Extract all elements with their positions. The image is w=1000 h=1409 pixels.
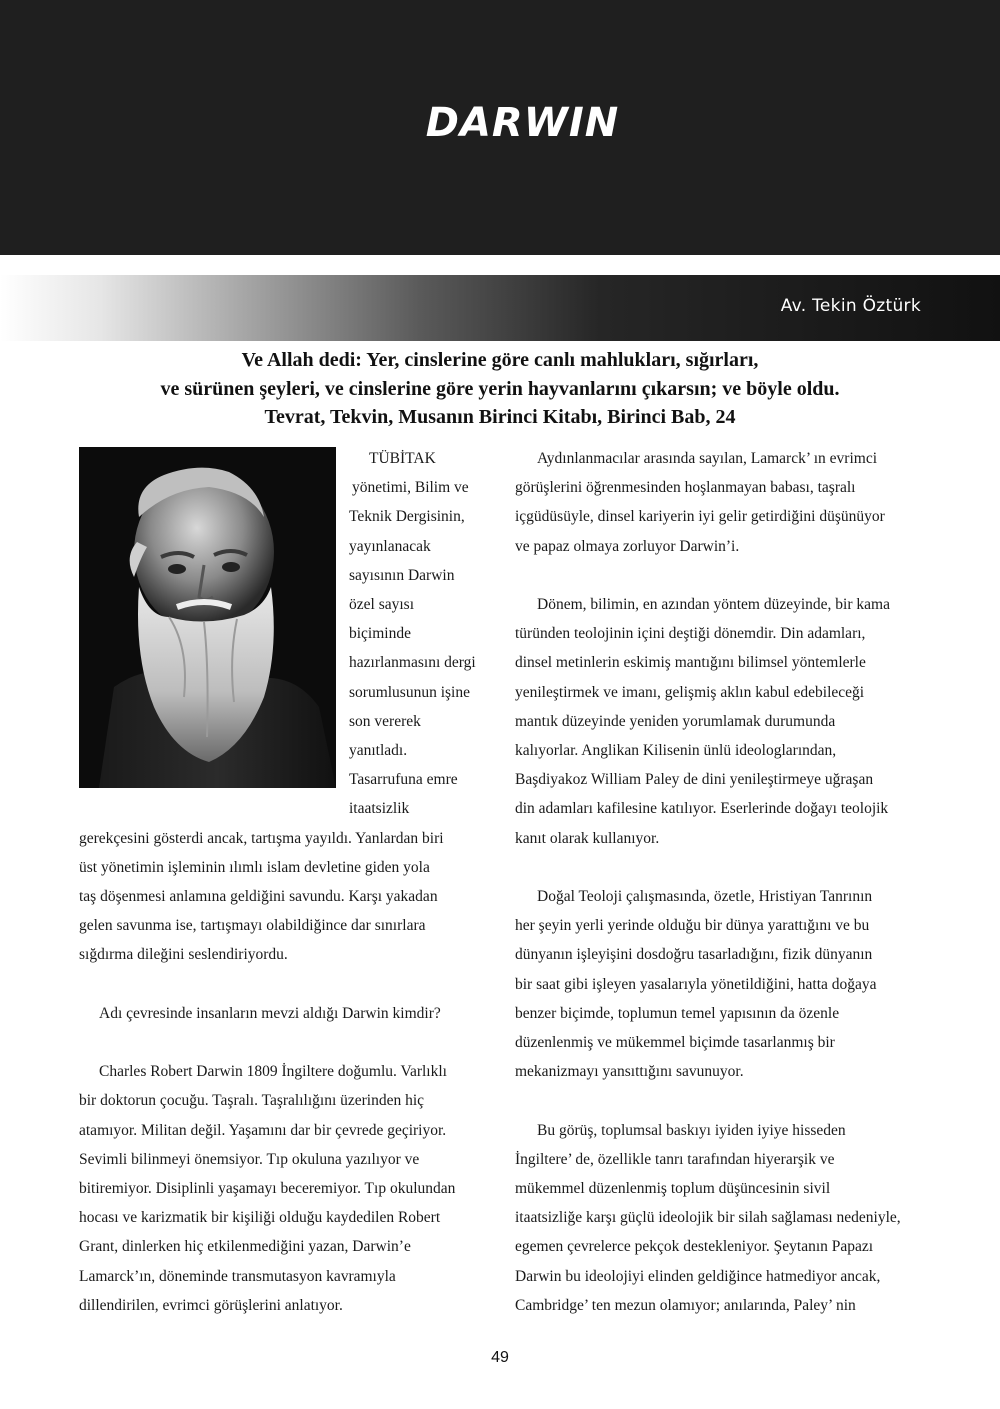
text-line: din adamları kafilesine katılıyor. Eserlerinde doğayı teolojik (515, 800, 889, 818)
text-line: üst yönetimin işleminin ılımlı islam devletine giden yola (79, 858, 430, 876)
epigraph-line: ve sürünen şeyleri, ve cinslerine göre yerin hayvanlarını çıkarsın; ve böyle oldu. (160, 377, 840, 400)
text-line: sığdırma dileğini seslendiriyordu. (79, 946, 288, 964)
text-line: egemen çevrelerce pekçok destekleniyor. Şeytanın Papazı (515, 1238, 874, 1256)
text-line: son vererek (349, 712, 421, 730)
text-line: Cambridge’ ten mezun olamıyor; anılarında, Paley’ nin (515, 1296, 856, 1314)
text-line: biçiminde (349, 625, 411, 643)
text-line: sayısının Darwin (349, 566, 455, 584)
text-line: düzenlenmiş ve mükemmel biçimde tasarlanmış bir (515, 1034, 835, 1052)
text-line: yenileştirmek ve imanı, gelişmiş aklın kabul edebileceği (515, 683, 865, 701)
text-line: hocası ve karizmatik bir kişiliği olduğu kaydedilen Robert (79, 1209, 441, 1227)
text-line: Doğal Teoloji çalışmasında, özetle, Hristiyan Tanrının (537, 888, 873, 906)
text-line: Teknik Dergisinin, (349, 508, 465, 526)
text-line: kanıt olarak kullanıyor. (515, 829, 660, 847)
text-line: mekanizmayı yansıttığını savunuyor. (515, 1063, 744, 1081)
text-line: yanıtladı. (349, 742, 408, 760)
text-line: yayınlanacak (349, 537, 431, 555)
text-line: TÜBİTAK (369, 450, 436, 467)
text-line: benzer biçimde, toplumun temel yapısının da özenle (515, 1004, 840, 1022)
text-line: türünden teolojinin içini deştiği dönemdir. Din adamları, (515, 625, 866, 643)
text-line: İngiltere’ de, özellikle tanrı tarafından hiyerarşik ve (515, 1150, 835, 1168)
text-line: Bu görüş, toplumsal baskıyı iyiden iyiye hisseden (537, 1121, 846, 1139)
text-line: ve papaz olmaya zorluyor Darwin’i. (515, 537, 740, 555)
page-number: 49 (491, 1349, 509, 1366)
page-title: DARWIN (425, 100, 620, 146)
text-line: mükemmel düzenlenmiş toplum düşüncesinin sivil (515, 1180, 831, 1198)
text-line: gerekçesini gösterdi ancak, tartışma yayıldı. Yanlardan biri (79, 829, 444, 847)
paragraph (79, 999, 491, 1028)
author-name: Av. Tekin Öztürk (780, 296, 921, 316)
text-line: sorumlusunun işine (349, 683, 470, 701)
text-line: bitiremiyor. Disiplinli yaşamayı beceremiyor. Tıp okulundan (79, 1180, 456, 1198)
text-line: mantık düzeyinde yeniden yorumlamak durumunda (515, 712, 836, 730)
text-line: Adı çevresinde insanların mevzi aldığı Darwin kimdir? (99, 1004, 441, 1022)
text-line: taş döşenmesi anlamına geldiğini savundu. Karşı yakadan (79, 888, 438, 906)
text-line: Lamarck’ın, döneminde transmutasyon kavramıyla (79, 1267, 396, 1285)
text-line: yönetimi, Bilim ve (352, 479, 469, 497)
paragraph (79, 824, 491, 970)
text-line: hazırlanmasını dergi (349, 654, 476, 672)
paragraph (515, 590, 927, 853)
paragraph (515, 882, 927, 1086)
text-line: bir saat gibi işleyen yasalarıyla yönetildiğini, hatta doğaya (515, 975, 877, 993)
text-line: Charles Robert Darwin 1809 İngiltere doğumlu. Varlıklı (99, 1063, 447, 1081)
text-line: dinsel metinlerin eskimiş mantığını bilimsel yöntemlerle (515, 654, 866, 672)
text-line: Darwin bu ideolojiyi elinden geldiğince hatmediyor ancak, (515, 1267, 881, 1285)
text-line: görüşlerini öğrenmesinden hoşlanmayan babası, taşralı (515, 479, 856, 497)
text-line: her şeyin yerli yerinde olduğu bir dünya yarattığını ve bu (515, 917, 870, 935)
epigraph-line: Ve Allah dedi: Yer, cinslerine göre canlı mahlukları, sığırları, (241, 349, 759, 371)
text-line: bir doktorun çocuğu. Taşralı. Taşralılığını üzerinden hiç (79, 1092, 425, 1110)
right-column (515, 444, 927, 1320)
text-line: gelen savunma ise, tartışmayı olabildiğince dar sınırlara (79, 917, 426, 935)
text-line: atamıyor. Militan değil. Yaşamını dar bir çevrede geçiriyor. (79, 1121, 447, 1139)
paragraph (515, 444, 927, 561)
header-banner (0, 0, 1000, 255)
text-line: Grant, dinlerken hiç etkilenmediğini yazan, Darwin’e (79, 1238, 411, 1256)
left-column (79, 444, 491, 1320)
text-line: özel sayısı (349, 596, 414, 614)
text-line: itaatsizlik (349, 800, 410, 818)
text-line: Tasarrufuna emre (349, 771, 458, 789)
text-line: itaatsizliğe karşı güçlü ideolojik bir silah sağlaması nedeniyle, (515, 1209, 901, 1227)
text-line: Aydınlanmacılar arasında sayılan, Lamarck’ ın evrimci (537, 450, 878, 467)
paragraph (79, 1057, 491, 1320)
text-line: kalıyorlar. Anglikan Kilisenin ünlü ideologlarından, (515, 742, 837, 760)
epigraph (0, 346, 1000, 432)
epigraph-line: Tevrat, Tekvin, Musanın Birinci Kitabı, Birinci Bab, 24 (264, 406, 736, 428)
text-line: Başdiyakoz William Paley de dini yenileştirmeye uğraşan (515, 771, 874, 789)
text-line: içgüdüsüyle, dinsel kariyerin iyi gelir getirdiğini düşünüyor (515, 508, 885, 526)
paragraph (515, 1116, 927, 1320)
text-line: Dönem, bilimin, en azından yöntem düzeyinde, bir kama (537, 596, 890, 613)
text-line: Sevimli bilinmeyi önemsiyor. Tıp okuluna yazılıyor ve (79, 1150, 420, 1168)
author-band (0, 275, 1000, 341)
text-line: dillendirilen, evrimci görüşlerini anlatıyor. (79, 1296, 343, 1314)
wrapped-intro (349, 444, 491, 824)
text-line: dünyanın işleyişini dosdoğru tasarladığını, fizik dünyanın (515, 946, 873, 964)
